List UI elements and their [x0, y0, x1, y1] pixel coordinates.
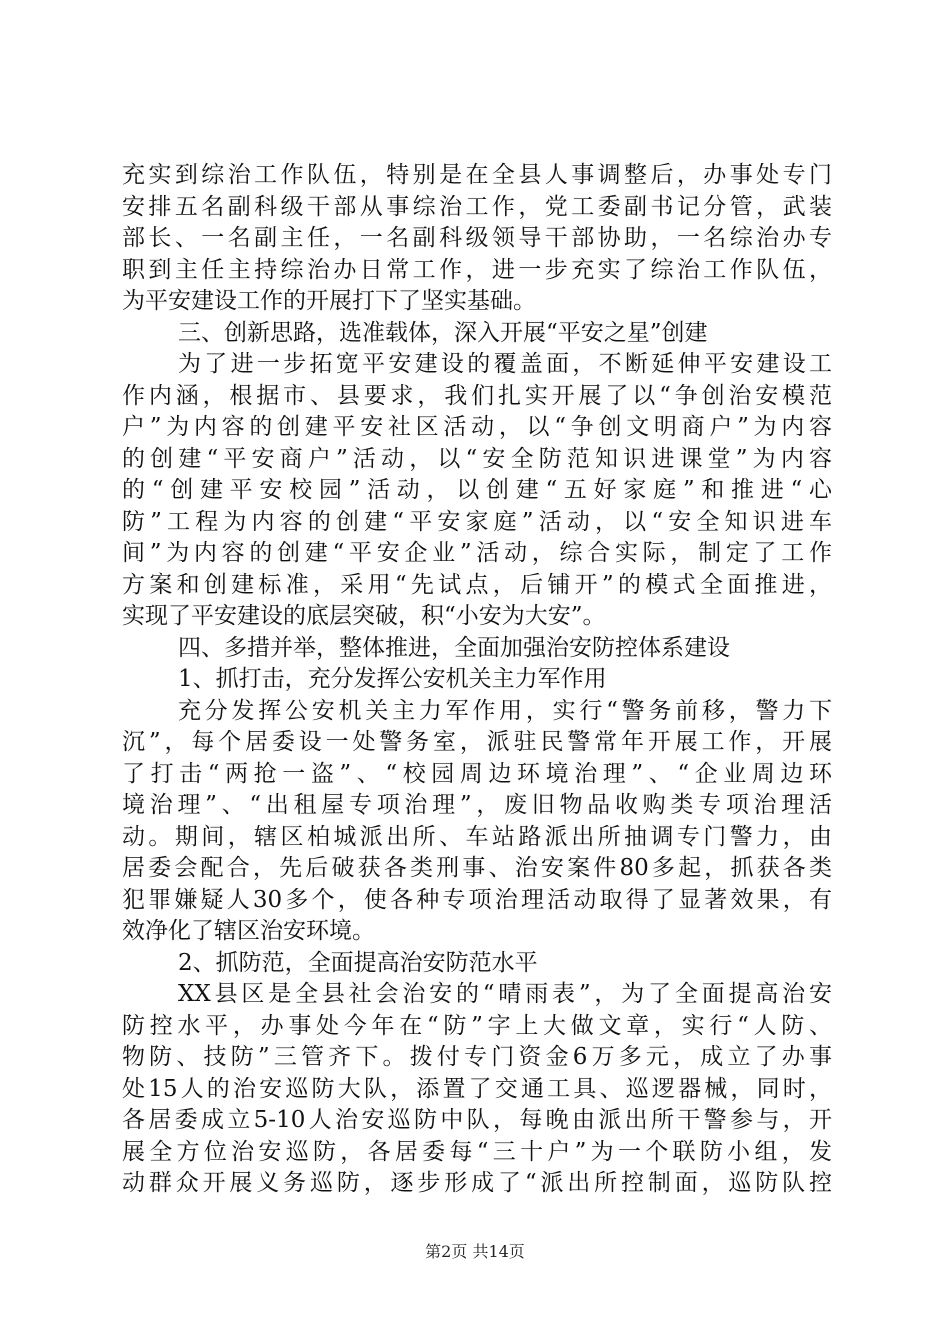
subsection-heading-2: 2、抓防范，全面提高治安防范水平: [178, 949, 538, 976]
text-line: 各居委成立5-10人治安巡防中队，每晚由派出所干警参与，开: [122, 1107, 832, 1133]
text-line: 安排五名副科级干部从事综治工作，党工委副书记分管，武装: [122, 193, 832, 220]
text-line: 职到主任主持综治办日常工作，进一步充实了综治工作队伍，: [122, 256, 832, 283]
text-line: 展全方位治安巡防，各居委每“三十户”为一个联防小组，发: [122, 1138, 832, 1165]
text-line: 居委会配合，先后破获各类刑事、治安案件80多起，抓获各类: [122, 855, 832, 881]
document-body: [122, 160, 832, 1200]
text-line: 防”工程为内容的创建“平安家庭”活动，以“安全知识进车: [122, 508, 832, 535]
text-line: 动群众开展义务巡防，逐步形成了“派出所控制面，巡防队控: [122, 1170, 832, 1196]
text-line: 的创建“平安商户”活动，以“安全防范知识进课堂”为内容: [122, 445, 832, 472]
text-line: 了打击“两抢一盗”、“校园周边环境治理”、“企业周边环: [122, 760, 832, 787]
text-line: 动。期间，辖区柏城派出所、车站路派出所抽调专门警力，由: [122, 823, 832, 850]
text-line: 沉”，每个居委设一处警务室，派驻民警常年开展工作，开展: [122, 729, 832, 755]
text-line: 户”为内容的创建平安社区活动，以“争创文明商户”为内容: [122, 414, 832, 440]
text-line: 充实到综治工作队伍，特别是在全县人事调整后，办事处专门: [122, 162, 832, 188]
subsection-heading-1: 1、抓打击，充分发挥公安机关主力军作用: [178, 666, 607, 692]
text-line: 方案和创建标准，采用“先试点，后铺开”的模式全面推进，: [122, 571, 832, 598]
text-line: 物防、技防”三管齐下。拨付专门资金6万多元，成立了办事: [122, 1044, 832, 1070]
text-line: 作内涵，根据市、县要求，我们扎实开展了以“争创治安模范: [122, 382, 832, 409]
text-line: 部长、一名副主任，一名副科级领导干部协助，一名综治办专: [122, 225, 832, 251]
text-line: 效净化了辖区治安环境。: [122, 918, 375, 944]
text-line: 处15人的治安巡防大队，添置了交通工具、巡逻器械，同时，: [122, 1075, 832, 1102]
text-line: XX县区是全县社会治安的“晴雨表”，为了全面提高治安: [178, 981, 832, 1007]
text-line: 实现了平安建设的底层突破，积“小安为大安”。: [122, 603, 606, 629]
page-number-footer: 第2页 共14页: [425, 1242, 525, 1261]
text-line: 犯罪嫌疑人30多个，使各种专项治理活动取得了显著效果，有: [122, 886, 832, 913]
section-heading-3: 三、创新思路，选准载体，深入开展“平安之星”创建: [178, 319, 708, 346]
text-line: 的“创建平安校园”活动，以创建“五好家庭”和推进“心: [122, 477, 832, 503]
text-line: 防控水平，办事处今年在“防”字上大做文章，实行“人防、: [122, 1012, 832, 1039]
text-line: 为了进一步拓宽平安建设的覆盖面，不断延伸平安建设工: [178, 351, 832, 377]
text-line: 充分发挥公安机关主力军作用，实行“警务前移，警力下: [178, 697, 832, 724]
text-line: 为平安建设工作的开展打下了坚实基础。: [122, 288, 536, 314]
section-heading-4: 四、多措并举，整体推进，全面加强治安防控体系建设: [178, 634, 730, 661]
text-line: 间”为内容的创建“平安企业”活动，综合实际，制定了工作: [122, 540, 832, 566]
text-line: 境治理”、“出租屋专项治理”，废旧物品收购类专项治理活: [122, 792, 832, 818]
